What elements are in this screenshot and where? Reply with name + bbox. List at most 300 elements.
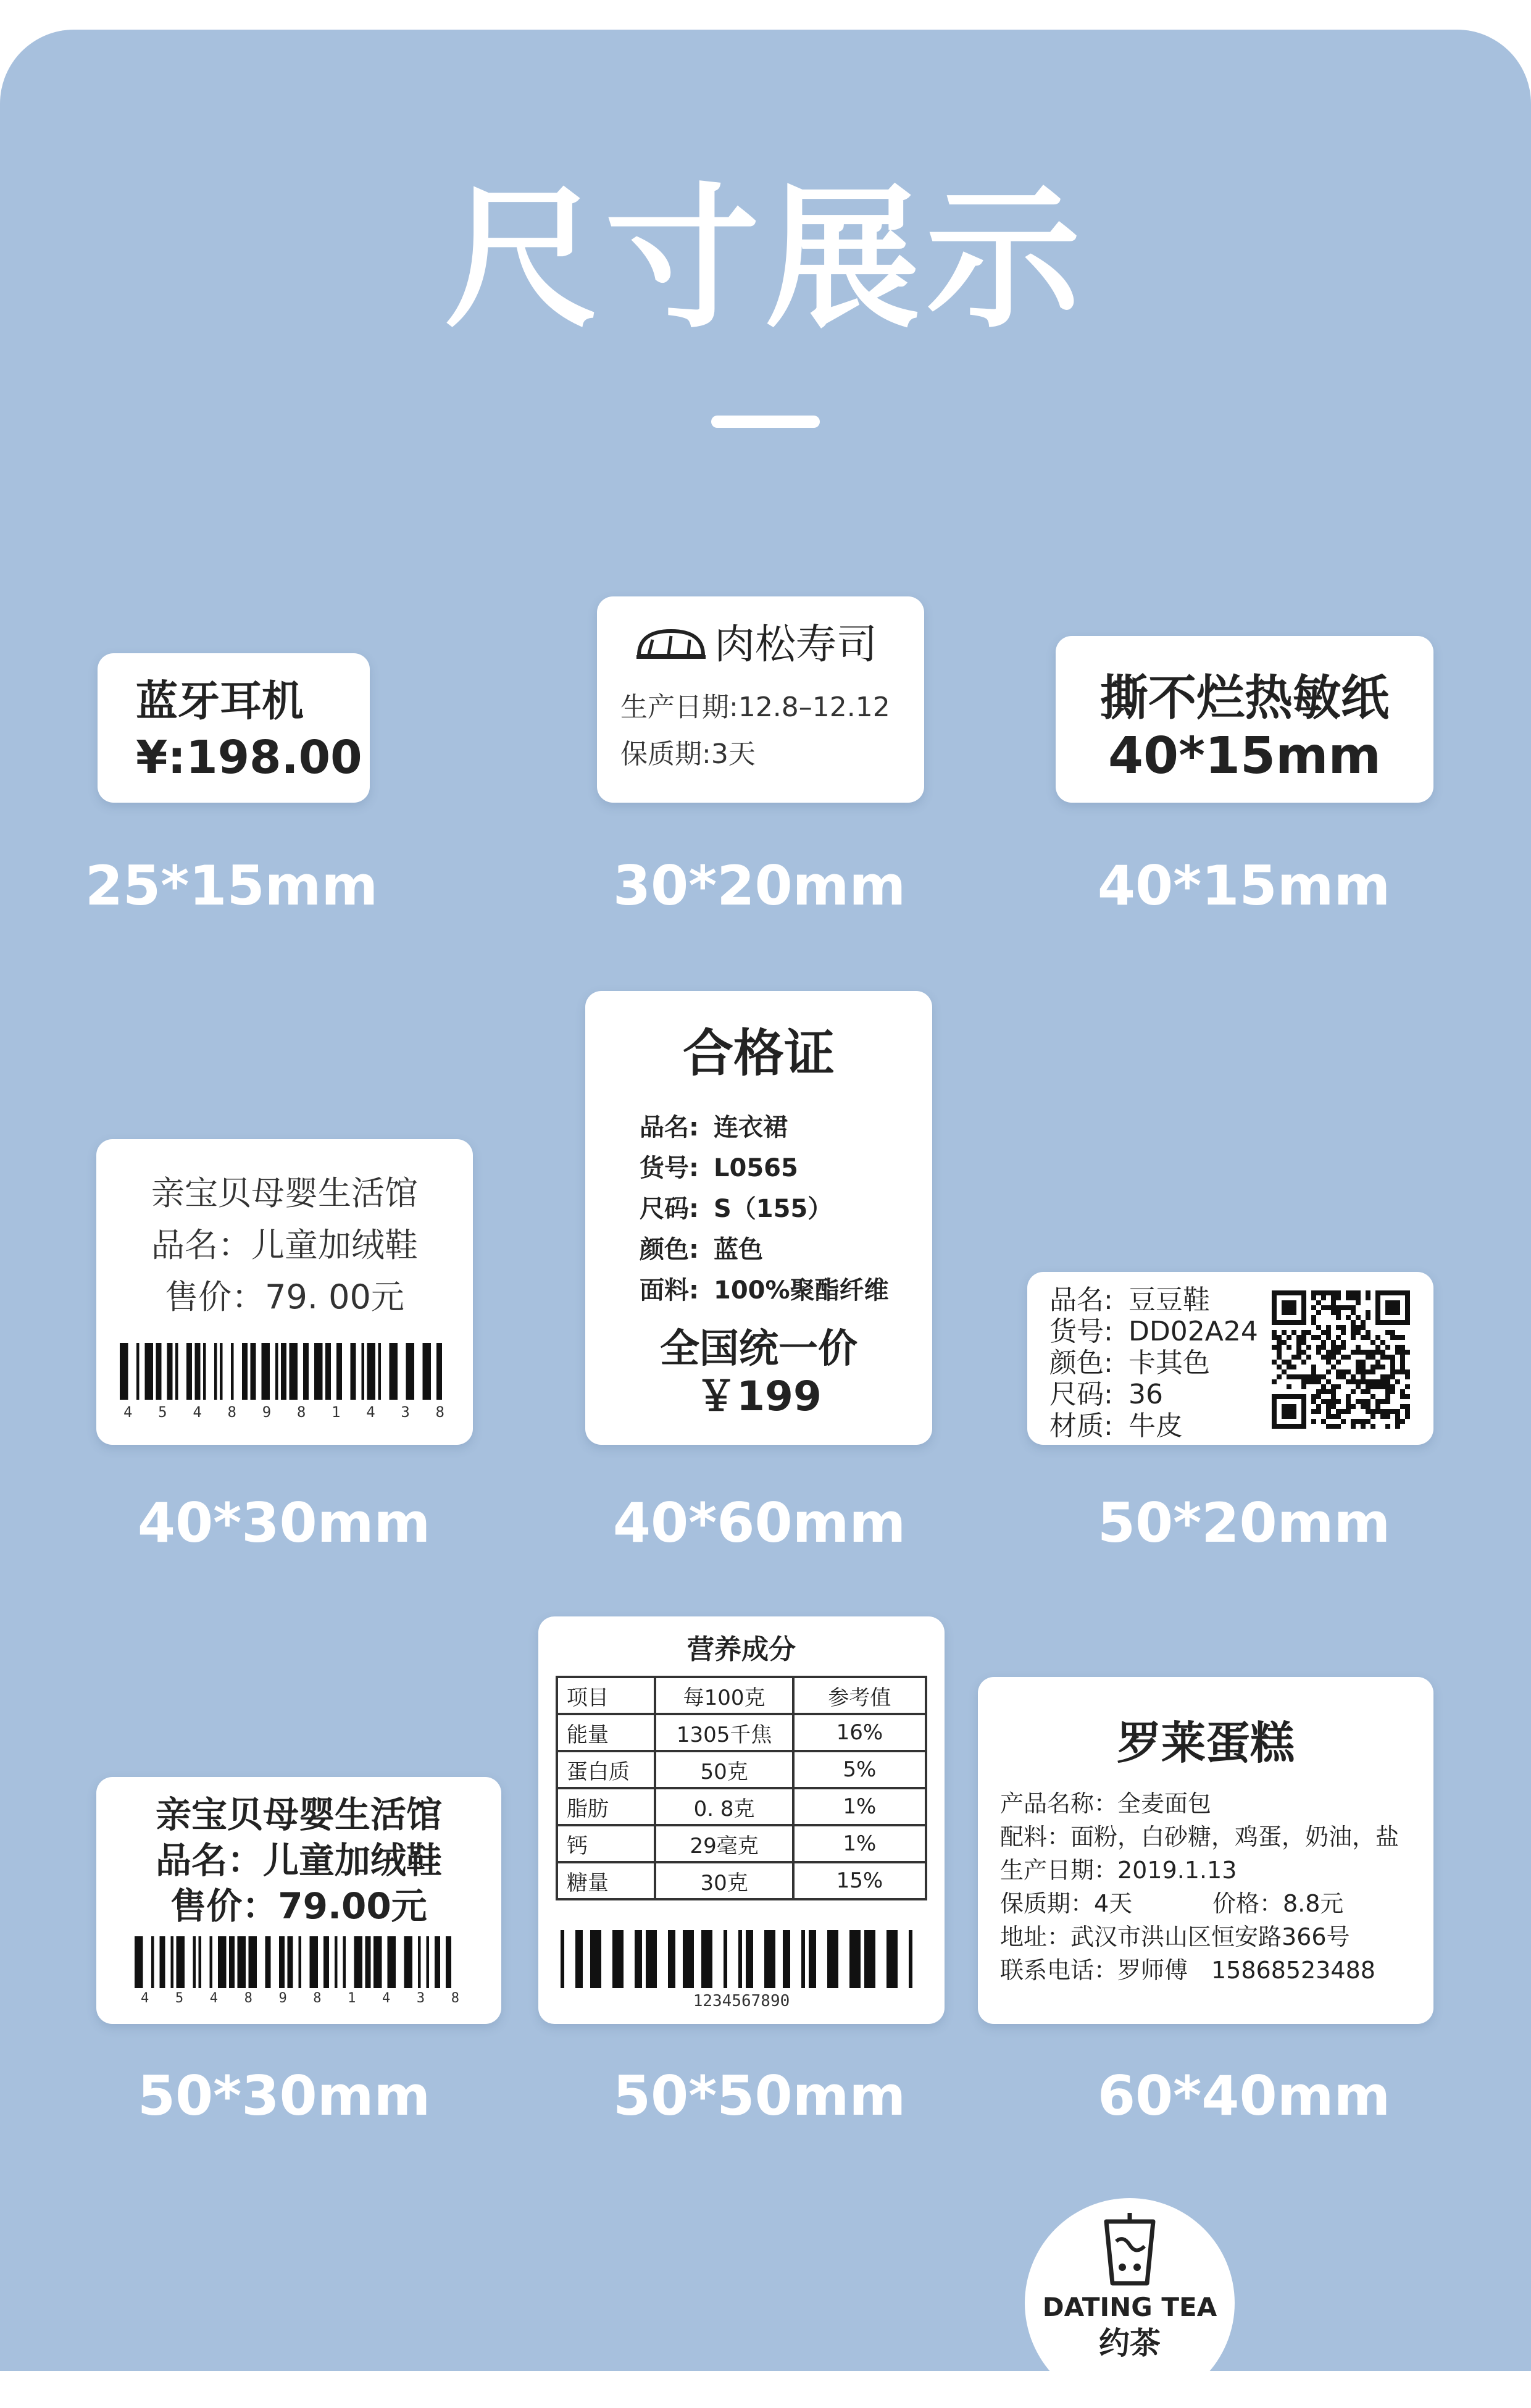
barcode-bar: [195, 1343, 201, 1400]
table-cell: 29毫克: [655, 1825, 793, 1862]
qr-module: [1282, 1330, 1287, 1335]
qr-module: [1375, 1345, 1380, 1350]
qr-finder: [1282, 1300, 1296, 1315]
qr-module: [1405, 1394, 1410, 1399]
qr-module: [1346, 1290, 1351, 1295]
qr-module: [1356, 1369, 1361, 1374]
qr-module: [1336, 1384, 1341, 1389]
label-product-name: 肉松寿司: [714, 621, 877, 668]
qr-module: [1282, 1360, 1287, 1365]
barcode-bar: [351, 1343, 356, 1400]
qr-module: [1346, 1305, 1351, 1310]
label-shelf-life: 保质期:3天: [620, 738, 756, 770]
qr-module: [1351, 1419, 1356, 1424]
qr-module: [1370, 1384, 1375, 1389]
qr-module: [1346, 1404, 1351, 1409]
qr-module: [1346, 1409, 1351, 1414]
detail-key: 尺码:: [1049, 1379, 1113, 1410]
qr-module: [1316, 1409, 1321, 1414]
barcode-digit: 8: [227, 1403, 236, 1421]
barcode-bar: [404, 1936, 413, 1988]
label-certificate-title: 合格证: [682, 1024, 835, 1083]
qr-module: [1326, 1399, 1331, 1404]
qr-module: [1351, 1374, 1356, 1379]
qr-module: [1356, 1290, 1361, 1295]
qr-module: [1336, 1290, 1341, 1295]
qr-module: [1395, 1369, 1400, 1374]
qr-module: [1326, 1360, 1331, 1365]
barcode-bar: [203, 1343, 206, 1400]
qr-module: [1395, 1345, 1400, 1350]
qr-module: [1296, 1355, 1301, 1360]
qr-module: [1336, 1350, 1341, 1355]
table-cell: 30克: [655, 1862, 793, 1899]
table-cell: 0. 8克: [655, 1788, 793, 1825]
qr-module: [1385, 1379, 1390, 1384]
qr-module: [1390, 1360, 1395, 1365]
size-caption-shoes-small: 40*30mm: [137, 1491, 431, 1555]
qr-module: [1336, 1310, 1341, 1315]
barcode-bar: [388, 1936, 396, 1988]
qr-module: [1277, 1365, 1282, 1369]
qr-module: [1331, 1414, 1336, 1419]
barcode-digits: [141, 1991, 459, 2006]
qr-module: [1336, 1315, 1341, 1320]
barcode-bar: [418, 1936, 421, 1988]
barcode: [561, 1930, 922, 1988]
qr-module: [1370, 1379, 1375, 1384]
detail-key: 货号:: [640, 1154, 699, 1182]
barcode-bar: [220, 1343, 223, 1400]
qr-module: [1311, 1409, 1316, 1414]
qr-module: [1356, 1399, 1361, 1404]
qr-module: [1400, 1345, 1405, 1350]
qr-module: [1370, 1409, 1375, 1414]
barcode-bar: [177, 1936, 185, 1988]
qr-module: [1361, 1335, 1366, 1340]
qr-module: [1321, 1290, 1326, 1295]
qr-module: [1385, 1409, 1390, 1414]
qr-module: [1370, 1350, 1375, 1355]
qr-module: [1400, 1350, 1405, 1355]
qr-module: [1361, 1350, 1366, 1355]
qr-module: [1400, 1369, 1405, 1374]
qr-module: [1341, 1325, 1346, 1330]
qr-module: [1272, 1345, 1277, 1350]
qr-module: [1316, 1394, 1321, 1399]
qr-module: [1405, 1369, 1410, 1374]
qr-module: [1400, 1365, 1405, 1369]
qr-module: [1405, 1374, 1410, 1379]
qr-module: [1356, 1350, 1361, 1355]
qr-module: [1395, 1409, 1400, 1414]
qr-module: [1311, 1335, 1316, 1340]
detail-value: 36: [1128, 1379, 1163, 1410]
qr-module: [1390, 1330, 1395, 1335]
qr-module: [1291, 1374, 1296, 1379]
barcode-bar: [335, 1936, 338, 1988]
qr-module: [1326, 1330, 1331, 1335]
qr-module: [1351, 1290, 1356, 1295]
barcode-bar: [156, 1343, 162, 1400]
qr-module: [1336, 1374, 1341, 1379]
detail-value: DD02A24: [1128, 1316, 1258, 1347]
qr-module: [1405, 1384, 1410, 1389]
barcode-bar: [238, 1936, 246, 1988]
qr-module: [1361, 1320, 1366, 1325]
qr-module: [1301, 1374, 1306, 1379]
qr-module: [1316, 1300, 1321, 1305]
qr-module: [1341, 1355, 1346, 1360]
barcode-bar: [249, 1936, 257, 1988]
qr-module: [1282, 1340, 1287, 1345]
qr-module: [1366, 1350, 1370, 1355]
qr-module: [1321, 1389, 1326, 1394]
qr-module: [1356, 1315, 1361, 1320]
qr-module: [1316, 1404, 1321, 1409]
qr-module: [1366, 1384, 1370, 1389]
qr-module: [1356, 1379, 1361, 1384]
detail-key: 面料:: [640, 1276, 699, 1305]
label-card-earphone: [98, 653, 370, 803]
barcode-bar: [231, 1343, 234, 1400]
qr-module: [1361, 1379, 1366, 1384]
barcode-digit: 8: [435, 1403, 444, 1421]
barcode-digit: 8: [244, 1991, 252, 2006]
sushi-icon: [634, 626, 708, 663]
label-price: ¥:198.00: [136, 731, 362, 784]
qr-module: [1336, 1345, 1341, 1350]
qr-module: [1331, 1404, 1336, 1409]
qr-module: [1296, 1350, 1301, 1355]
label-price: ￥199: [696, 1373, 822, 1420]
qr-module: [1346, 1355, 1351, 1360]
qr-module: [1366, 1404, 1370, 1409]
barcode-bar: [167, 1343, 173, 1400]
label-production-date: 生产日期:12.8–12.12: [620, 692, 890, 723]
qr-module: [1380, 1340, 1385, 1345]
qr-module: [1326, 1355, 1331, 1360]
qr-module: [1341, 1369, 1346, 1374]
qr-module: [1346, 1369, 1351, 1374]
qr-module: [1366, 1379, 1370, 1384]
label-product-name: 品名：儿童加绒鞋: [151, 1226, 418, 1265]
brand-name-english: DATING TEA: [1042, 2292, 1217, 2322]
qr-module: [1341, 1305, 1346, 1310]
qr-module: [1336, 1335, 1341, 1340]
qr-module: [1346, 1394, 1351, 1399]
qr-module: [1311, 1365, 1316, 1369]
qr-module: [1287, 1384, 1291, 1389]
barcode-bar: [343, 1936, 346, 1988]
label-product-name: 品名：儿童加绒鞋: [155, 1839, 442, 1881]
qr-module: [1370, 1365, 1375, 1369]
qr-module: [1385, 1394, 1390, 1399]
barcode-bar: [801, 1930, 805, 1988]
qr-module: [1370, 1414, 1375, 1419]
barcode-bar: [275, 1343, 278, 1400]
qr-module: [1341, 1409, 1346, 1414]
table-cell: 参考值: [793, 1677, 926, 1714]
barcode-bar: [886, 1930, 898, 1988]
detail-value: 100%聚酯纤维: [714, 1276, 889, 1305]
qr-module: [1390, 1355, 1395, 1360]
size-caption-bean-shoes: 50*20mm: [1097, 1491, 1391, 1555]
table-row: [557, 1862, 926, 1899]
qr-module: [1380, 1384, 1385, 1389]
barcode-bar: [612, 1930, 624, 1988]
barcode-bar: [783, 1930, 790, 1988]
qr-module: [1321, 1295, 1326, 1300]
qr-module: [1311, 1394, 1316, 1399]
barcode-bar: [186, 1343, 192, 1400]
barcode-bar: [151, 1936, 154, 1988]
detail-key: 品名:: [1049, 1284, 1113, 1316]
barcode-bar: [406, 1343, 415, 1400]
qr-module: [1331, 1295, 1336, 1300]
qr-module: [1380, 1365, 1385, 1369]
size-caption-cake: 60*40mm: [1097, 2064, 1391, 2128]
qr-module: [1341, 1345, 1346, 1350]
barcode-bar: [242, 1343, 248, 1400]
barcode-bar: [827, 1930, 838, 1988]
barcode-digit: 8: [451, 1991, 459, 2006]
brand-name-chinese: 约茶: [1099, 2325, 1161, 2361]
qr-module: [1316, 1379, 1321, 1384]
qr-module: [1361, 1325, 1366, 1330]
barcode-bar: [193, 1936, 196, 1988]
table-row: [557, 1788, 926, 1825]
label-product-name: 蓝牙耳机: [136, 677, 304, 726]
qr-module: [1366, 1295, 1370, 1300]
qr-module: [1380, 1399, 1385, 1404]
table-cell: 脂肪: [557, 1788, 655, 1825]
label-nutrition-title: 营养成分: [687, 1634, 796, 1665]
qr-module: [1336, 1399, 1341, 1404]
barcode-bar: [427, 1936, 430, 1988]
qr-module: [1366, 1389, 1370, 1394]
table-cell: 钙: [557, 1825, 655, 1862]
qr-module: [1366, 1419, 1370, 1424]
qr-module: [1361, 1404, 1366, 1409]
barcode-bar: [251, 1343, 256, 1400]
qr-module: [1390, 1335, 1395, 1340]
barcode-bar: [365, 1936, 371, 1988]
qr-module: [1380, 1409, 1385, 1414]
barcode-bar: [446, 1936, 451, 1988]
qr-module: [1351, 1389, 1356, 1394]
qr-module: [1321, 1330, 1326, 1335]
qr-module: [1272, 1330, 1277, 1335]
qr-module: [1336, 1325, 1341, 1330]
qr-module: [1351, 1295, 1356, 1300]
qr-module: [1395, 1350, 1400, 1355]
qr-module: [1400, 1389, 1405, 1394]
barcode-digit: 1: [332, 1403, 341, 1421]
qr-module: [1326, 1389, 1331, 1394]
qr-module: [1356, 1300, 1361, 1305]
qr-module: [1311, 1369, 1316, 1374]
qr-module: [1380, 1379, 1385, 1384]
qr-module: [1341, 1340, 1346, 1345]
qr-module: [1306, 1379, 1311, 1384]
label-cake-title: 罗莱蛋糕: [1116, 1717, 1295, 1769]
qr-module: [1272, 1335, 1277, 1340]
detail-key: 材质:: [1049, 1410, 1113, 1442]
qr-module: [1351, 1325, 1356, 1330]
qr-module: [1375, 1404, 1380, 1409]
barcode: [135, 1936, 464, 1988]
barcode-digit: 5: [175, 1991, 184, 2006]
qr-module: [1331, 1365, 1336, 1369]
qr-module: [1301, 1330, 1306, 1335]
label-paper-size: 40*15mm: [1108, 727, 1381, 785]
barcode-bar: [683, 1930, 694, 1988]
qr-module: [1400, 1404, 1405, 1409]
qr-module: [1370, 1355, 1375, 1360]
size-caption-sushi: 30*20mm: [612, 854, 906, 918]
qr-module: [1385, 1424, 1390, 1429]
qr-module: [1326, 1379, 1331, 1384]
barcode-bar: [175, 1343, 178, 1400]
label-price: 售价：79. 00元: [165, 1277, 404, 1316]
barcode-bar: [367, 1343, 376, 1400]
barcode-bar: [864, 1930, 875, 1988]
qr-module: [1346, 1379, 1351, 1384]
barcode-bar: [701, 1930, 712, 1988]
qr-module: [1341, 1330, 1346, 1335]
qr-module: [1326, 1325, 1331, 1330]
qr-module: [1351, 1350, 1356, 1355]
table-cell: 能量: [557, 1714, 655, 1751]
qr-module: [1351, 1310, 1356, 1315]
label-card-thermal: [1056, 636, 1433, 803]
detail-key: 尺码:: [640, 1195, 699, 1223]
barcode-bar: [849, 1930, 861, 1988]
barcode-bar: [646, 1930, 657, 1988]
qr-module: [1375, 1409, 1380, 1414]
barcode-bar: [336, 1343, 342, 1400]
table-cell: 每100克: [655, 1677, 793, 1714]
qr-module: [1361, 1374, 1366, 1379]
table-cell: 15%: [793, 1862, 926, 1899]
qr-module: [1321, 1374, 1326, 1379]
qr-module: [1311, 1320, 1316, 1325]
label-paper-name: 撕不烂热敏纸: [1099, 671, 1389, 726]
qr-module: [1331, 1350, 1336, 1355]
label-product-name: 产品名称：全麦面包: [1000, 1790, 1212, 1817]
barcode-bar: [160, 1936, 165, 1988]
barcode-bar: [136, 1343, 140, 1400]
qr-module: [1277, 1350, 1282, 1355]
page-title: 尺寸展示: [444, 169, 1087, 349]
qr-module: [1356, 1360, 1361, 1365]
qr-module: [1366, 1310, 1370, 1315]
qr-module: [1321, 1419, 1326, 1424]
qr-module: [1316, 1335, 1321, 1340]
qr-module: [1366, 1355, 1370, 1360]
size-caption-thermal: 40*15mm: [1097, 854, 1391, 918]
qr-module: [1341, 1419, 1346, 1424]
barcode-digit: 4: [123, 1403, 133, 1421]
qr-module: [1336, 1414, 1341, 1419]
qr-module: [1356, 1345, 1361, 1350]
qr-module: [1296, 1345, 1301, 1350]
table-cell: 1%: [793, 1788, 926, 1825]
table-cell: 1%: [793, 1825, 926, 1862]
qr-module: [1311, 1379, 1316, 1384]
qr-module: [1385, 1374, 1390, 1379]
qr-module: [1375, 1360, 1380, 1365]
barcode-bar: [362, 1343, 365, 1400]
qr-module: [1380, 1350, 1385, 1355]
qr-module: [1400, 1355, 1405, 1360]
qr-module: [1326, 1414, 1331, 1419]
table-row: [557, 1825, 926, 1862]
detail-key: 货号:: [1049, 1316, 1113, 1347]
qr-module: [1336, 1409, 1341, 1414]
barcode-bar: [145, 1343, 154, 1400]
qr-module: [1316, 1389, 1321, 1394]
qr-module: [1331, 1389, 1336, 1394]
table-row: [557, 1751, 926, 1788]
qr-module: [1405, 1414, 1410, 1419]
detail-value: 蓝色: [714, 1235, 763, 1264]
barcode-bar: [279, 1936, 285, 1988]
qr-module: [1321, 1399, 1326, 1404]
label-shelf-life: 保质期：4天: [1000, 1890, 1133, 1917]
qr-module: [1346, 1315, 1351, 1320]
size-caption-shoes-bold: 50*30mm: [137, 2064, 431, 2128]
barcode-bar: [724, 1930, 727, 1988]
qr-module: [1375, 1399, 1380, 1404]
barcode-digit: 9: [278, 1991, 287, 2006]
barcode-number: 1234567890: [693, 1992, 790, 2010]
qr-module: [1380, 1414, 1385, 1419]
barcode-bar: [299, 1936, 302, 1988]
qr-module: [1375, 1379, 1380, 1384]
label-production-date: 生产日期：2019.1.13: [1000, 1857, 1237, 1884]
qr-module: [1277, 1345, 1282, 1350]
qr-module: [1361, 1369, 1366, 1374]
qr-module: [1331, 1424, 1336, 1429]
qr-module: [1321, 1345, 1326, 1350]
qr-module: [1375, 1384, 1380, 1389]
qr-module: [1306, 1355, 1311, 1360]
qr-module: [1346, 1295, 1351, 1300]
qr-module: [1351, 1404, 1356, 1409]
qr-module: [1331, 1384, 1336, 1389]
qr-module: [1356, 1295, 1361, 1300]
qr-module: [1366, 1290, 1370, 1295]
barcode-digit: 8: [313, 1991, 322, 2006]
qr-module: [1366, 1335, 1370, 1340]
qr-module: [1287, 1360, 1291, 1365]
qr-module: [1385, 1345, 1390, 1350]
qr-module: [1390, 1365, 1395, 1369]
barcode-digit: 4: [382, 1991, 391, 2006]
qr-module: [1375, 1335, 1380, 1340]
qr-module: [1375, 1365, 1380, 1369]
qr-finder: [1282, 1404, 1296, 1419]
qr-module: [1331, 1305, 1336, 1310]
label-card-nutrition: [538, 1616, 945, 2024]
qr-module: [1380, 1374, 1385, 1379]
detail-value: S（155）: [714, 1195, 833, 1223]
barcode-bar: [135, 1936, 143, 1988]
qr-module: [1356, 1384, 1361, 1389]
qr-module: [1326, 1290, 1331, 1295]
